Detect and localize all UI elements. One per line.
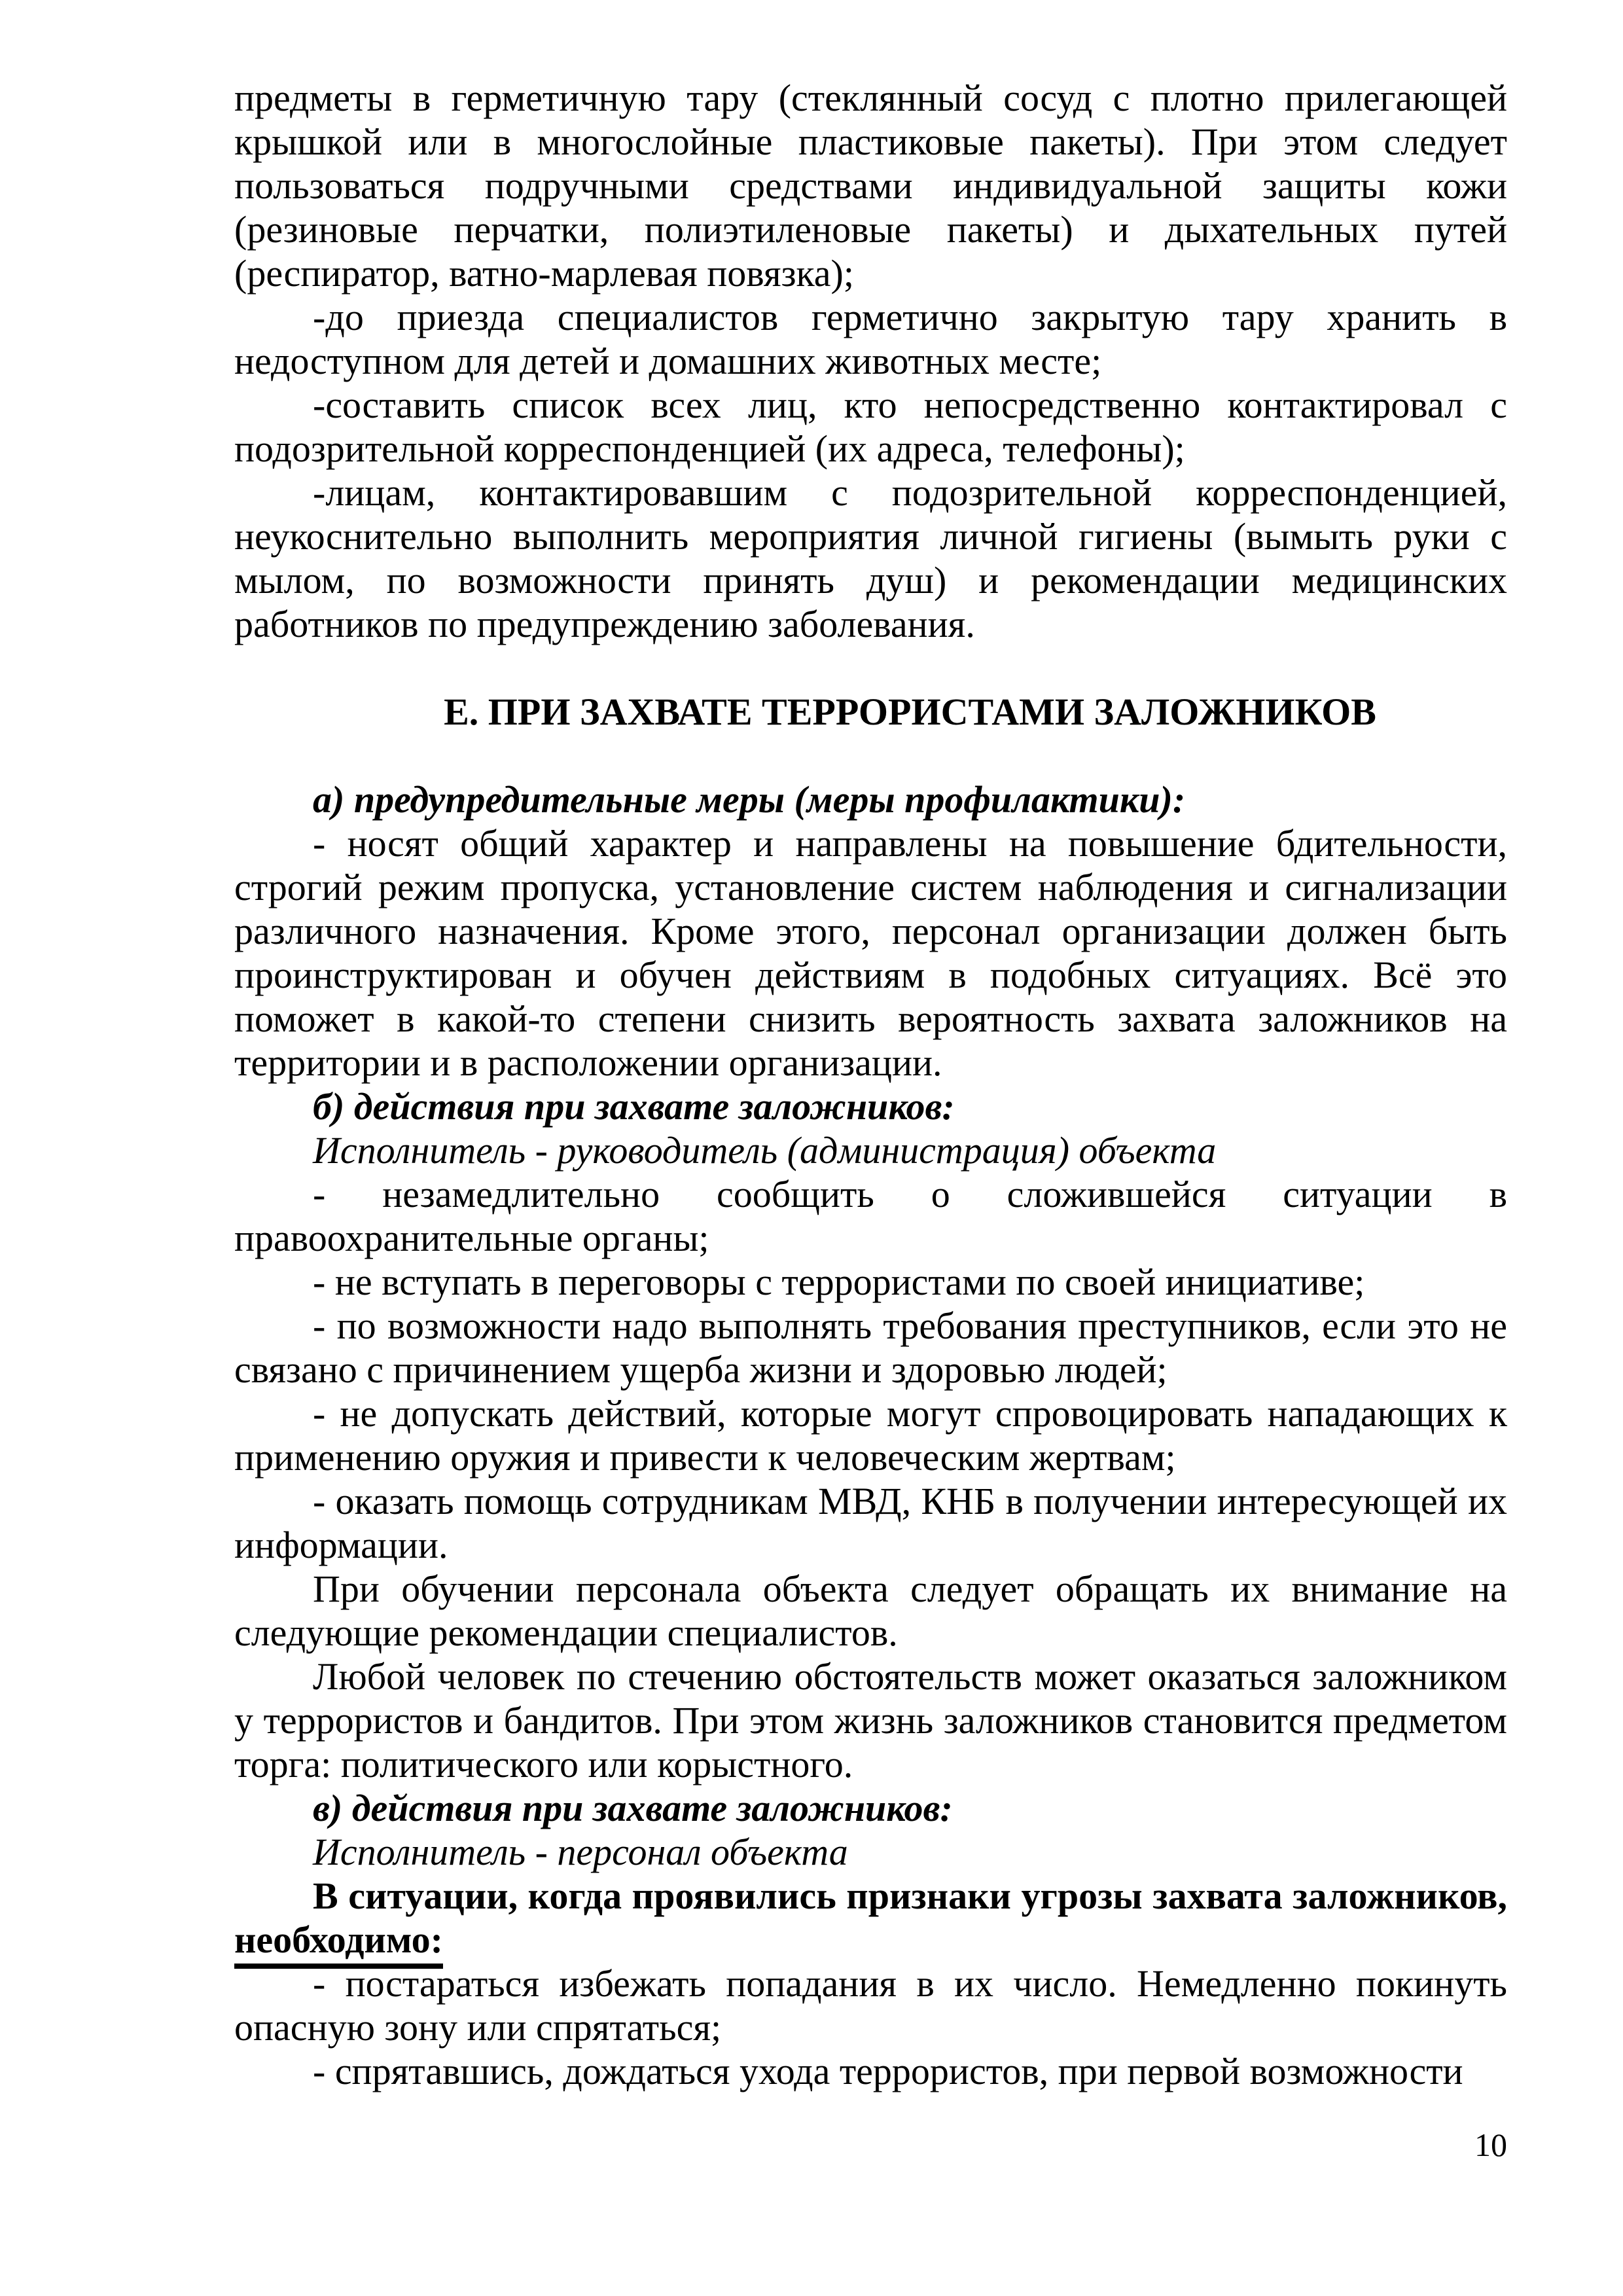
subsection-b-heading: б) действия при захвате заложников: <box>313 1085 955 1128</box>
situation-lead-text: В ситуации, когда проявились признаки угрозы захвата заложников, <box>313 1874 1507 1917</box>
bullet-avoid-capture: - постараться избежать попадания в их число. Немедленно покинуть опасную зону или спрятаться; <box>234 1962 1507 2049</box>
executor-admin-line: Исполнитель - руководитель (администрация) объекта <box>313 1129 1217 1172</box>
bullet-seal-container: -до приезда специалистов герметично закрытую тару хранить в недоступном для детей и домашних животных месте; <box>234 296 1507 382</box>
subsection-v-heading: в) действия при захвате заложников: <box>313 1787 953 1829</box>
bullet-comply-demands: - по возможности надо выполнять требования преступников, если это не связано с причинением ущерба жизни и здоровью людей; <box>234 1304 1507 1391</box>
bullet-assist-police: - оказать помощь сотрудникам МВД, КНБ в получении интересующей их информации. <box>234 1480 1507 1566</box>
bullet-hygiene: -лицам, контактировавшим с подозрительной корреспонденцией, неукоснительно выполнить мероприятия личной гигиены (вымыть руки с мылом, по возможности принять душ) и рекомендации медицинских работников по предупреждению заболевания. <box>234 471 1507 645</box>
paragraph-preventive-measures: - носят общий характер и направлены на повышение бдительности, строгий режим пропуска, установление систем наблюдения и сигнализации различного назначения. Кроме этого, персонал организации должен быть проинструктирован и обучен действиям в подобных ситуациях. Всё это поможет в какой-то степени снизить вероятность захвата заложников на территории и в расположении организации. <box>234 822 1507 1084</box>
bullet-contact-list: -составить список всех лиц, кто непосредственно контактировал с подозрительной корреспонденцией (их адреса, телефоны); <box>234 384 1507 470</box>
bullet-avoid-provocation: - не допускать действий, которые могут спровоцировать нападающих к применению оружия и привести к человеческим жертвам; <box>234 1392 1507 1479</box>
bullet-no-negotiations: - не вступать в переговоры с террористами по своей инициативе; <box>313 1261 1365 1303</box>
bullet-hide-wait: - спрятавшись, дождаться ухода террористов, при первой возможности <box>313 2050 1463 2092</box>
paragraph-intro-continuation: предметы в герметичную тару (стеклянный сосуд с плотно прилегающей крышкой или в многослойные пластиковые пакеты). При этом следует пользоваться подручными средствами индивидуальной защиты кожи (резиновые перчатки, полиэтиленовые пакеты) и дыхательных путей (респиратор, ватно-марлевая повязка); <box>234 77 1507 295</box>
paragraph-hostage-risk: Любой человек по стечению обстоятельств может оказаться заложником у террористов и бандитов. При этом жизнь заложников становится предметом торга: политического или корыстного. <box>234 1655 1507 1785</box>
paragraph-situation-warning <box>234 1874 1507 1962</box>
executor-personnel-line: Исполнитель - персонал объекта <box>313 1831 848 1873</box>
subsection-a-heading: а) предупредительные меры (меры профилактики): <box>313 778 1186 821</box>
situation-keyword-underlined: необходимо: <box>234 1918 443 1969</box>
page-content <box>234 76 1507 2093</box>
bullet-report-situation: - незамедлительно сообщить о сложившейся ситуации в правоохранительные органы; <box>234 1173 1507 1259</box>
blank-line <box>234 646 1507 690</box>
page-number: 10 <box>1474 2126 1507 2163</box>
blank-line <box>234 734 1507 778</box>
paragraph-training-note: При обучении персонала объекта следует обращать их внимание на следующие рекомендации специалистов. <box>234 1568 1507 1654</box>
section-heading: Е. ПРИ ЗАХВАТЕ ТЕРРОРИСТАМИ ЗАЛОЖНИКОВ <box>444 691 1376 733</box>
